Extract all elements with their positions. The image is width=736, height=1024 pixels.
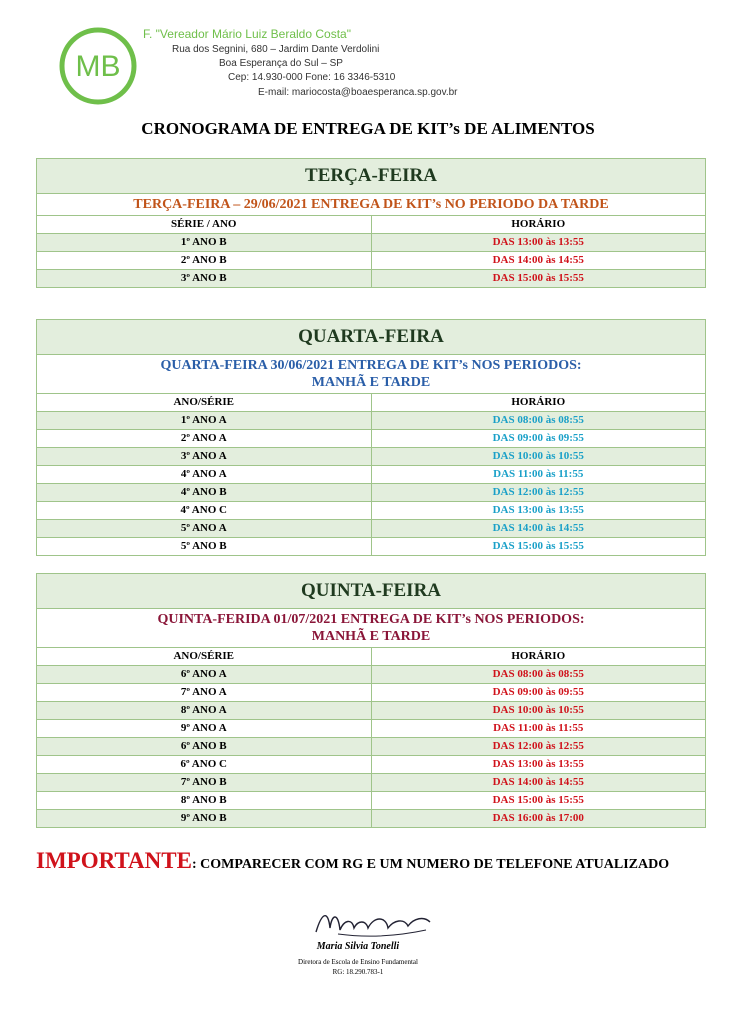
col-header-turma: SÉRIE / ANO — [171, 218, 237, 230]
day-subtitle-line2: MANHÃ E TARDE — [311, 629, 431, 644]
day-subtitle — [37, 609, 705, 648]
day-subtitle — [37, 355, 705, 394]
address-street: Rua dos Segnini, 680 – Jardim Dante Verdolini — [172, 44, 380, 55]
turma-cell: 4º ANO A — [180, 468, 227, 480]
turma-cell: 3º ANO A — [180, 450, 227, 462]
turma-cell: 6º ANO A — [180, 668, 227, 680]
day-subtitle-line1: QUINTA-FERIDA 01/07/2021 ENTREGA DE KIT’s NOS PERIODOS: — [157, 612, 585, 627]
table-row — [37, 792, 705, 810]
horario-cell: DAS 12:00 às 12:55 — [371, 738, 706, 755]
page-title: CRONOGRAMA DE ENTREGA DE KIT’s DE ALIMENTOS — [141, 119, 595, 138]
col-header-horario: HORÁRIO — [371, 216, 706, 233]
day-header: QUINTA-FEIRA — [37, 574, 705, 609]
turma-cell: 9º ANO B — [180, 812, 227, 824]
turma-cell: 8º ANO A — [180, 704, 227, 716]
table-row — [37, 234, 705, 252]
horario-cell: DAS 10:00 às 10:55 — [371, 702, 706, 719]
table-row — [37, 430, 705, 448]
table-row — [37, 466, 705, 484]
turma-cell: 8º ANO B — [180, 794, 227, 806]
table-quarta — [36, 319, 706, 556]
col-header-horario: HORÁRIO — [371, 394, 706, 411]
day-header: QUARTA-FEIRA — [37, 320, 705, 355]
day-subtitle: TERÇA-FEIRA – 29/06/2021 ENTREGA DE KIT’s NO PERIODO DA TARDE — [37, 194, 705, 216]
table-row — [37, 774, 705, 792]
table-row — [37, 448, 705, 466]
school-name: F. "Vereador Mário Luiz Beraldo Costa" — [143, 27, 351, 41]
table-row — [37, 738, 705, 756]
turma-cell: 5º ANO B — [180, 540, 227, 552]
table-row — [37, 502, 705, 520]
table-row — [37, 412, 705, 430]
table-row — [37, 720, 705, 738]
table-row — [37, 684, 705, 702]
table-terca — [36, 158, 706, 288]
col-header-turma: ANO/SÉRIE — [173, 396, 235, 408]
horario-cell: DAS 15:00 às 15:55 — [371, 270, 706, 287]
horario-cell: DAS 08:00 às 08:55 — [371, 412, 706, 429]
turma-cell: 4º ANO C — [180, 504, 227, 516]
turma-cell: 7º ANO A — [180, 686, 227, 698]
address-cep-phone: Cep: 14.930-000 Fone: 16 3346-5310 — [228, 72, 396, 83]
signatory-name: Maria Silvia Tonelli — [316, 941, 400, 952]
horario-cell: DAS 13:00 às 13:55 — [371, 502, 706, 519]
horario-cell: DAS 12:00 às 12:55 — [371, 484, 706, 501]
horario-cell: DAS 11:00 às 11:55 — [371, 466, 706, 483]
turma-cell: 5º ANO A — [180, 522, 227, 534]
horario-cell: DAS 10:00 às 10:55 — [371, 448, 706, 465]
signature-scribble — [308, 902, 438, 942]
col-header-turma: ANO/SÉRIE — [173, 650, 235, 662]
horario-cell: DAS 11:00 às 11:55 — [371, 720, 706, 737]
important-label: IMPORTANTE — [36, 848, 192, 873]
horario-cell: DAS 13:00 às 13:55 — [371, 756, 706, 773]
col-header-horario: HORÁRIO — [371, 648, 706, 665]
horario-cell: DAS 09:00 às 09:55 — [371, 430, 706, 447]
important-text: : COMPARECER COM RG E UM NUMERO DE TELEFONE ATUALIZADO — [191, 857, 670, 872]
horario-cell: DAS 15:00 às 15:55 — [371, 538, 706, 555]
logo-text: MB — [75, 50, 121, 83]
signatory-role: Diretora de Escola de Ensino Fundamental — [298, 958, 418, 966]
table-row — [37, 270, 705, 287]
turma-cell: 1º ANO B — [180, 236, 227, 248]
day-subtitle-line2: MANHÃ E TARDE — [311, 375, 431, 390]
horario-cell: DAS 14:00 às 14:55 — [371, 774, 706, 791]
turma-cell: 2º ANO B — [180, 254, 227, 266]
day-header: TERÇA-FEIRA — [37, 159, 705, 194]
address-email: E-mail: mariocosta@boaesperanca.sp.gov.br — [258, 87, 458, 98]
turma-cell: 7º ANO B — [180, 776, 227, 788]
horario-cell: DAS 09:00 às 09:55 — [371, 684, 706, 701]
turma-cell: 6º ANO C — [180, 758, 227, 770]
table-row — [37, 252, 705, 270]
table-row — [37, 666, 705, 684]
table-row — [37, 538, 705, 555]
school-logo — [58, 26, 138, 106]
turma-cell: 6º ANO B — [180, 740, 227, 752]
important-note — [36, 848, 676, 878]
table-row — [37, 484, 705, 502]
turma-cell: 4º ANO B — [180, 486, 227, 498]
turma-cell: 3º ANO B — [180, 272, 227, 284]
day-subtitle-line1: QUARTA-FEIRA 30/06/2021 ENTREGA DE KIT’s NOS PERIODOS: — [160, 358, 582, 373]
horario-cell: DAS 14:00 às 14:55 — [371, 520, 706, 537]
table-row — [37, 810, 705, 827]
horario-cell: DAS 08:00 às 08:55 — [371, 666, 706, 683]
table-header-row — [37, 394, 705, 412]
horario-cell: DAS 14:00 às 14:55 — [371, 252, 706, 269]
table-row — [37, 520, 705, 538]
table-row — [37, 702, 705, 720]
table-row — [37, 756, 705, 774]
turma-cell: 9º ANO A — [180, 722, 227, 734]
horario-cell: DAS 13:00 às 13:55 — [371, 234, 706, 251]
table-header-row — [37, 216, 705, 234]
horario-cell: DAS 16:00 às 17:00 — [371, 810, 706, 827]
horario-cell: DAS 15:00 às 15:55 — [371, 792, 706, 809]
address-city: Boa Esperança do Sul – SP — [219, 58, 343, 69]
table-header-row — [37, 648, 705, 666]
table-quinta — [36, 573, 706, 828]
turma-cell: 1º ANO A — [180, 414, 227, 426]
signatory-rg: RG: 18.290.783-1 — [332, 968, 384, 976]
turma-cell: 2º ANO A — [180, 432, 227, 444]
